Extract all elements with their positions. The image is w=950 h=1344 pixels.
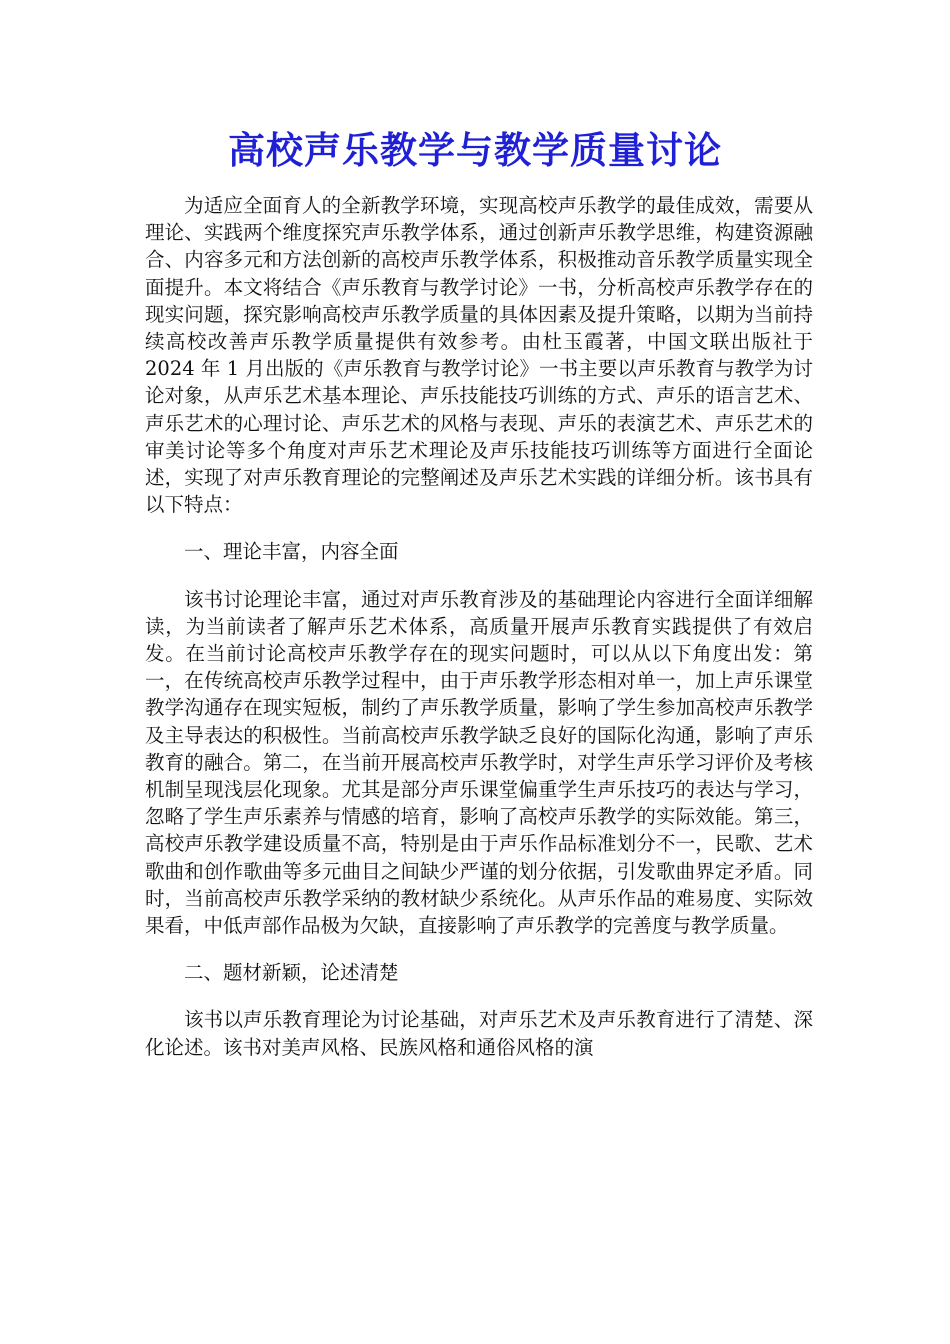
intro-paragraph: 为适应全面育人的全新教学环境，实现高校声乐教学的最佳成效，需要从理论、实践两个维度探究声乐教学体系，通过创新声乐教学思维，构建资源融合、内容多元和方法创新的高校声乐教学体系，积极推动音乐教学质量实现全面提升。本文将结合《声乐教育与教学讨论》一书，分析高校声乐教学存在的现实问题，探究影响高校声乐教学质量的具体因素及提升策略，以期为当前持续高校改善声乐教学质量提供有效参考。由杜玉霞著，中国文联出版社于 2024 年 1 月出版的《声乐教育与教学讨论》一书主要以声乐教育与教学为讨论对象，从声乐艺术基本理论、声乐技能技巧训练的方式、声乐的语言艺术、声乐艺术的心理讨论、声乐艺术的风格与表现、声乐的表演艺术、声乐艺术的审美讨论等多个角度对声乐艺术理论及声乐技能技巧训练等方面进行全面论述，实现了对声乐教育理论的完整阐述及声乐艺术实践的详细分析。该书具有以下特点： <box>145 194 813 517</box>
document-body <box>145 192 813 1081</box>
section-1-paragraph: 该书讨论理论丰富，通过对声乐教育涉及的基础理论内容进行全面详细解读，为当前读者了解声乐艺术体系，高质量开展声乐教育实践提供了有效启发。在当前讨论高校声乐教学存在的现实问题时，可以从以下角度出发：第一，在传统高校声乐教学过程中，由于声乐教学形态相对单一，加上声乐课堂教学沟通存在现实短板，制约了声乐教学质量，影响了学生参加高校声乐教学及主导表达的积极性。当前高校声乐教学缺乏良好的国际化沟通，影响了声乐教育的融合。第二，在当前开展高校声乐教学时，对学生声乐学习评价及考核机制呈现浅层化现象。尤其是部分声乐课堂偏重学生声乐技巧的表达与学习，忽略了学生声乐素养与情感的培育，影响了高校声乐教学的实际效能。第三，高校声乐教学建设质量不高，特别是由于声乐作品标准划分不一，民歌、艺术歌曲和创作歌曲等多元曲目之间缺少严谨的划分依据，引发歌曲界定矛盾。同时，当前高校声乐教学采纳的教材缺少系统化。从声乐作品的难易度、实际效果看，中低声部作品极为欠缺，直接影响了声乐教学的完善度与教学质量。 <box>145 587 813 938</box>
document-title: 高校声乐教学与教学质量讨论 <box>228 128 722 172</box>
section-heading-2: 二、题材新颖，论述清楚 <box>184 961 399 985</box>
section-heading-1: 一、理论丰富，内容全面 <box>184 540 399 564</box>
section-2-paragraph: 该书以声乐教育理论为讨论基础，对声乐艺术及声乐教育进行了清楚、深化论述。该书对美声风格、民族风格和通俗风格的演 <box>145 1008 813 1059</box>
